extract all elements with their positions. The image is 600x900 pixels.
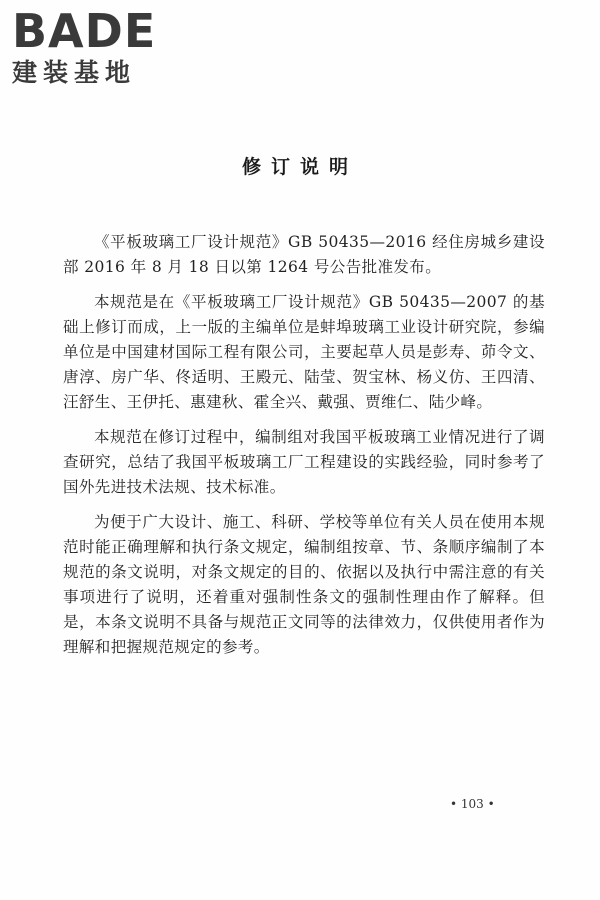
paragraph-research: 本规范在修订过程中，编制组对我国平板玻璃工业情况进行了调查研究，总结了我国平板玻璃工厂工程建设的实践经验，同时参考了国外先进技术法规、技术标准。 (63, 428, 545, 496)
paragraph-explanation: 为便于广大设计、施工、科研、学校等单位有关人员在使用本规范时能正确理解和执行条文规定，编制组按章、节、条顺序编制了本规范的条文说明，对条文规定的目的、依据以及执行中需注意的有关事项进行了说明，还着重对强制性条文的强制性理由作了解释。但是，本条文说明不具备与规范正文同等的法律效力，仅供使用者作为理解和把握规范规定的参考。 (63, 513, 545, 656)
logo-subtitle: 建装基地 (12, 58, 137, 87)
logo-mark: BADE (12, 4, 157, 58)
paragraph-revision-basis: 本规范是在《平板玻璃工厂设计规范》GB 50435—2007 的基础上修订而成，上一版的主编单位是蚌埠玻璃工业设计研究院，参编单位是中国建材国际工程有限公司，主要起草人员是彭寿、茆令文、唐淳、房广华、佟适明、王殿元、陆莹、贺宝林、杨义仿、王四清、汪舒生、王伊托、惠建秋、霍全兴、戴强、贾维仁、陆少峰。 (63, 293, 545, 411)
paragraph-approval: 《平板玻璃工厂设计规范》GB 50435—2016 经住房城乡建设部 2016 年 8 月 18 日以第 1264 号公告批准发布。 (63, 233, 545, 276)
page-number: • 103 • (450, 797, 495, 811)
brand-logo (12, 6, 182, 88)
page-title: 修订说明 (241, 156, 358, 178)
document-body (63, 230, 545, 670)
